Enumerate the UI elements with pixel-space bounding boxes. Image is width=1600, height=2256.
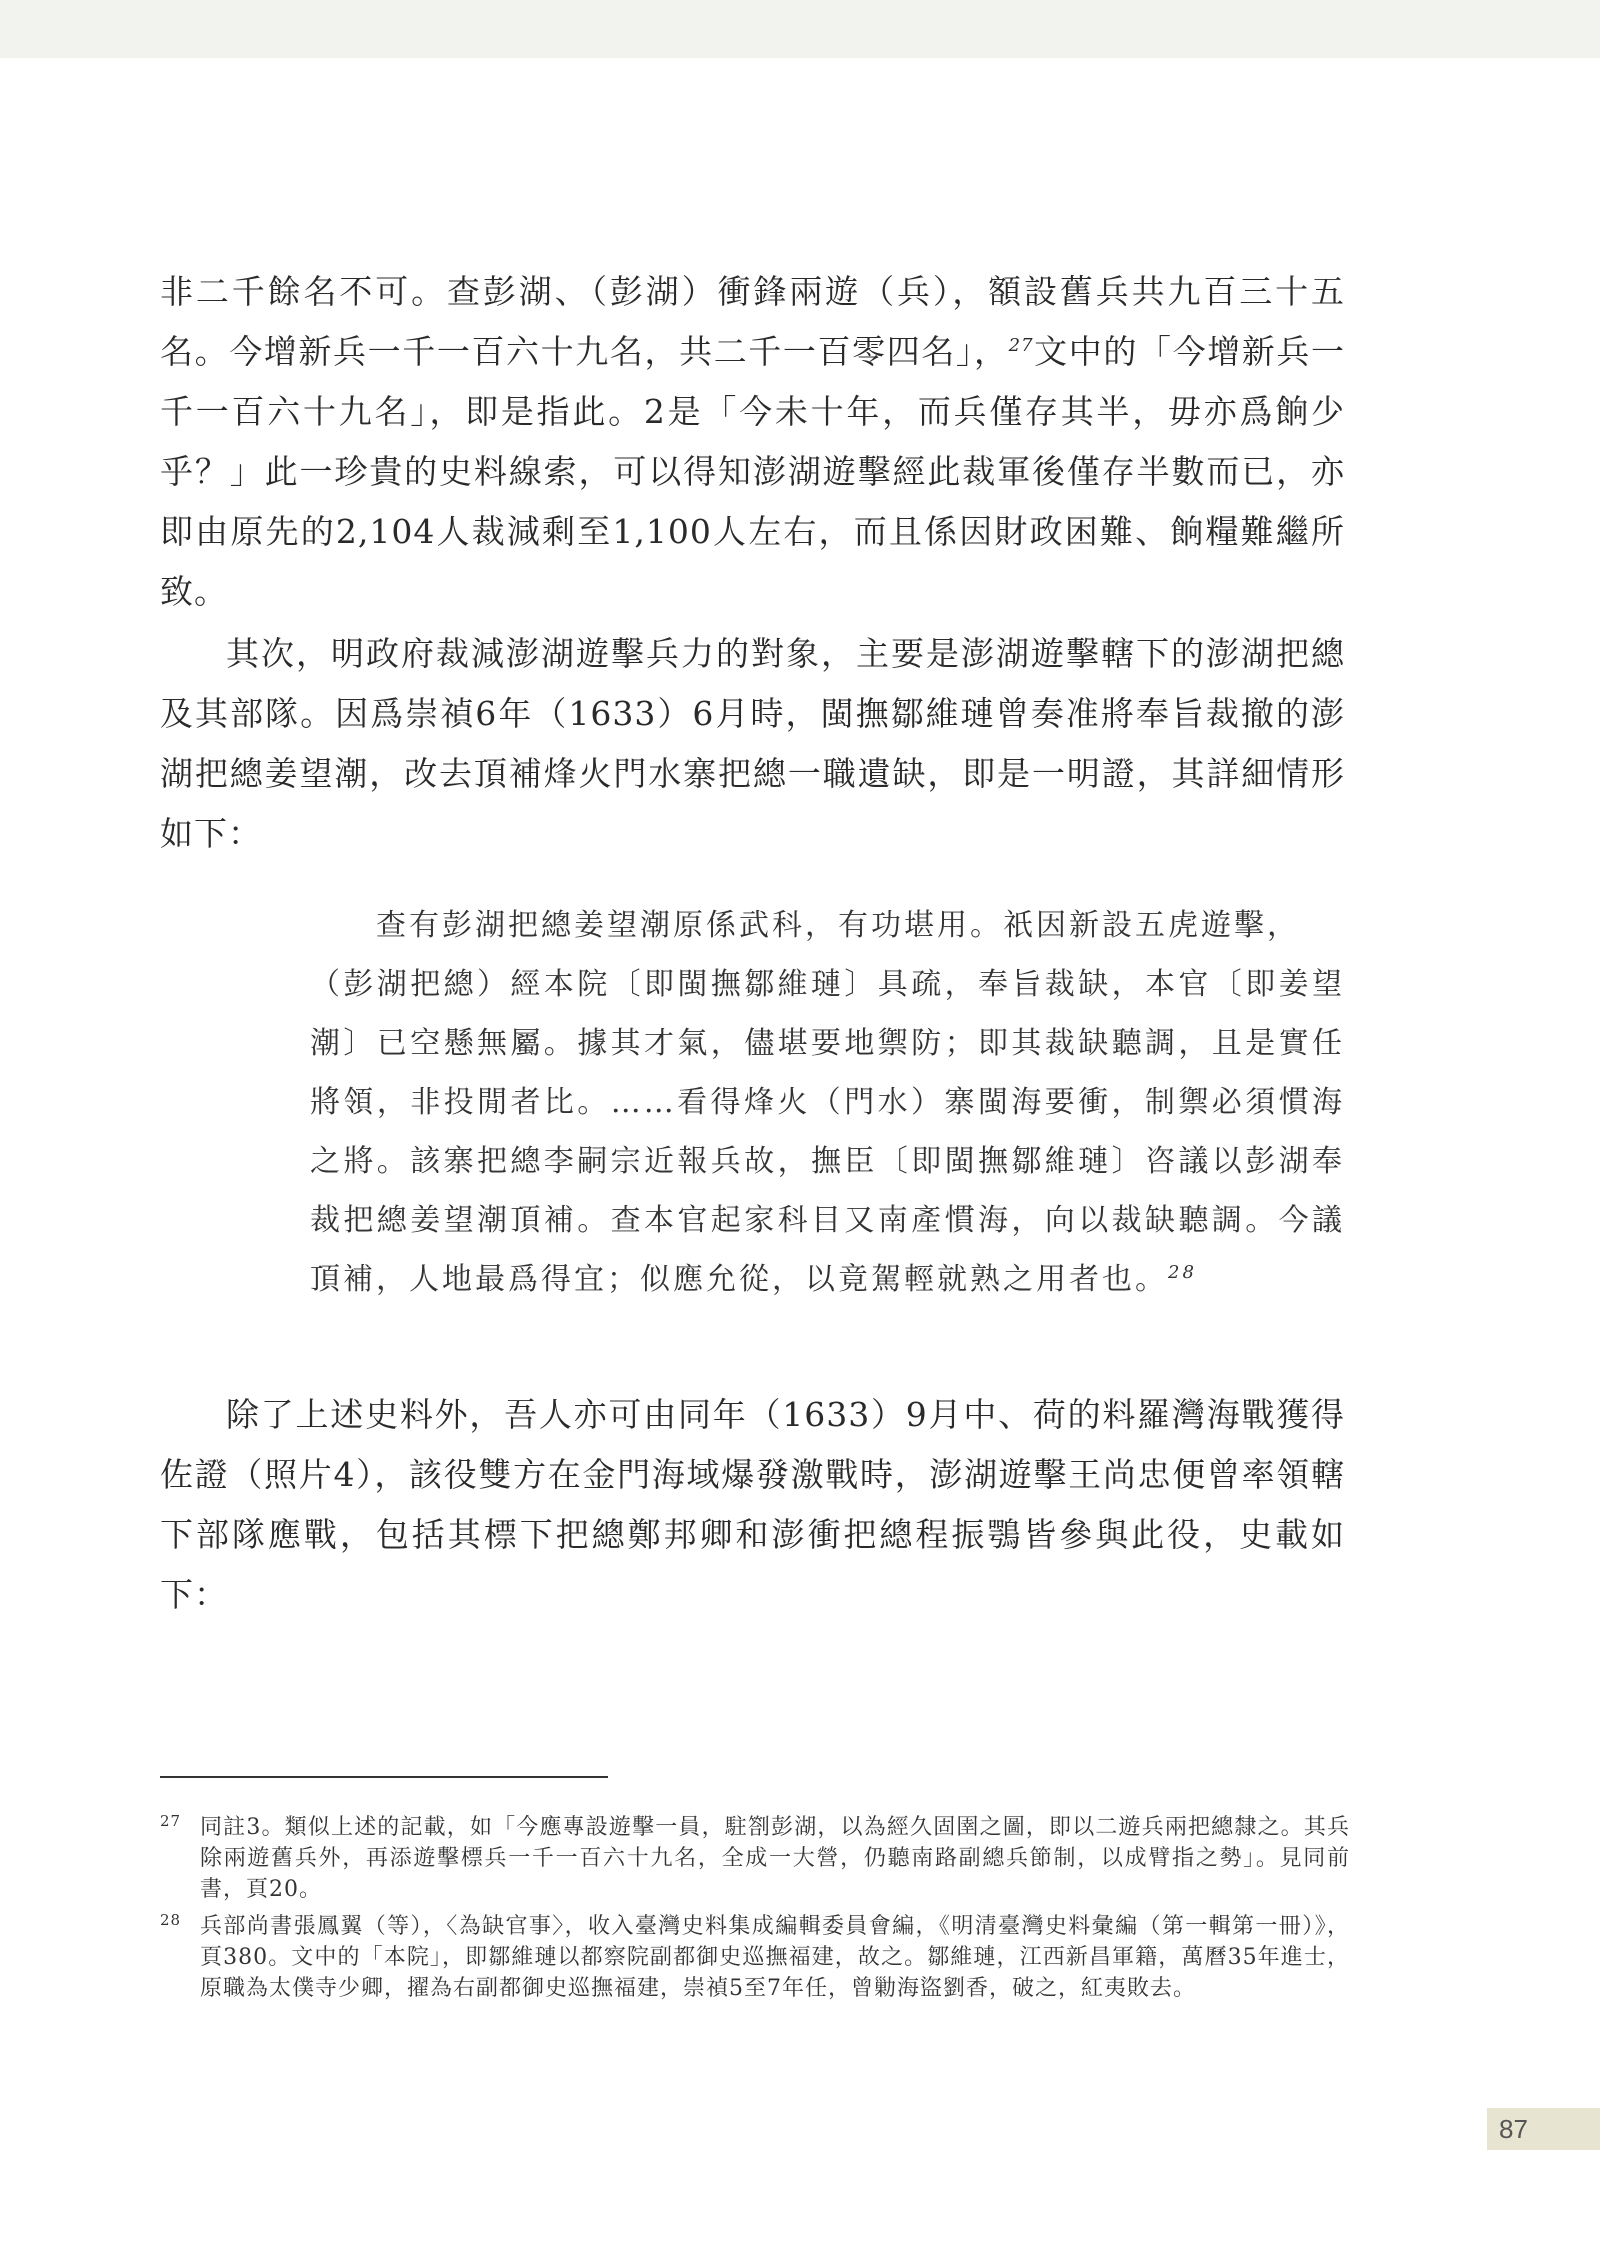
footnote-text: 同註3。類似上述的記載，如「今應專設遊擊一員，駐劄彭湖，以為經久固圉之圖，即以二遊兵兩把總隸之。其兵除兩遊舊兵外，再添遊擊標兵一千一百六十九名，全成一大營，仍聽南路副總兵節制，以成臂指之勢」。見同前書，頁20。: [200, 1815, 1350, 1902]
footnote-ref-28[interactable]: 28: [1168, 1262, 1197, 1283]
footnotes: [160, 1812, 1350, 2010]
footnote-28: [160, 1911, 1350, 2004]
footnote-number: 27: [160, 1812, 182, 1830]
page-number: 87: [1487, 2108, 1600, 2150]
top-band: [0, 0, 1600, 58]
paragraph-2: 其次，明政府裁減澎湖遊擊兵力的對象，主要是澎湖遊擊轄下的澎湖把總及其部隊。因爲崇禎6年（1633）6月時，閩撫鄒維璉曾奏准將奉旨裁撤的澎湖把總姜望潮，改去頂補烽火門水寨把總一職遺缺，即是一明證，其詳細情形如下：: [160, 634, 1345, 853]
main-text: [160, 262, 1345, 1625]
block-quote: [160, 896, 1345, 1309]
footnote-number: 28: [160, 1911, 182, 1929]
footnote-27: [160, 1812, 1350, 1905]
paragraph-1-tail: 文中的「今增新兵一千一百六十九名」，即是指此。2是「今未十年，而兵僅存其半，毋亦爲餉少乎？」此一珍貴的史料線索，可以得知澎湖遊擊經此裁軍後僅存半數而已，亦即由原先的2,104人裁減剩至1,100人左右，而且係因財政困難、餉糧難繼所致。: [160, 332, 1346, 611]
quote-first-line: 查有彭湖把總姜望潮原係武科，有功堪用。祇因新設五虎遊擊，: [376, 908, 1300, 943]
footnote-text: 兵部尚書張鳳翼（等），〈為缺官事〉，收入臺灣史料集成編輯委員會編，《明清臺灣史料彙編（第一輯第一冊）》，頁380。文中的「本院」，即鄒維璉以都察院副都御史巡撫福建，故之。鄒維璉，江西新昌軍籍，萬曆35年進士，原職為太僕寺少卿，擢為右副都御史巡撫福建，崇禎5至7年任，曾勦海盜劉香，破之，紅夷敗去。: [200, 1914, 1350, 2001]
footnote-ref-27[interactable]: 27: [1008, 335, 1034, 356]
paragraph-3: 除了上述史料外，吾人亦可由同年（1633）9月中、荷的料羅灣海戰獲得佐證（照片4），該役雙方在金門海域爆發激戰時，澎湖遊擊王尚忠便曾率領轄下部隊應戰，包括其標下把總鄭邦卿和澎衝把總程振鶚皆參與此役，史載如下：: [160, 1395, 1345, 1614]
quote-body: （彭湖把總）經本院〔即閩撫鄒維璉〕具疏，奉旨裁缺，本官〔即姜望潮〕已空懸無屬。據其才氣，儘堪要地禦防；即其裁缺聽調，且是實任將領，非投閒者比。……看得烽火（門水）寨閩海要衝，制禦必須慣海之將。該寨把總李嗣宗近報兵故，撫臣〔即閩撫鄒維璉〕咨議以彭湖奉裁把總姜望潮頂補。查本官起家科目又南產慣海，向以裁缺聽調。今議頂補，人地最爲得宜；似應允從，以竟駕輕就熟之用者也。: [310, 967, 1345, 1297]
footnote-divider: [160, 1776, 608, 1778]
paragraph-1: [160, 262, 1345, 622]
paragraph-1-text: 非二千餘名不可。查彭湖、（彭湖）衝鋒兩遊（兵），額設舊兵共九百三十五名。今增新兵一千一百六十九名，共二千一百零四名」，: [160, 272, 1345, 371]
